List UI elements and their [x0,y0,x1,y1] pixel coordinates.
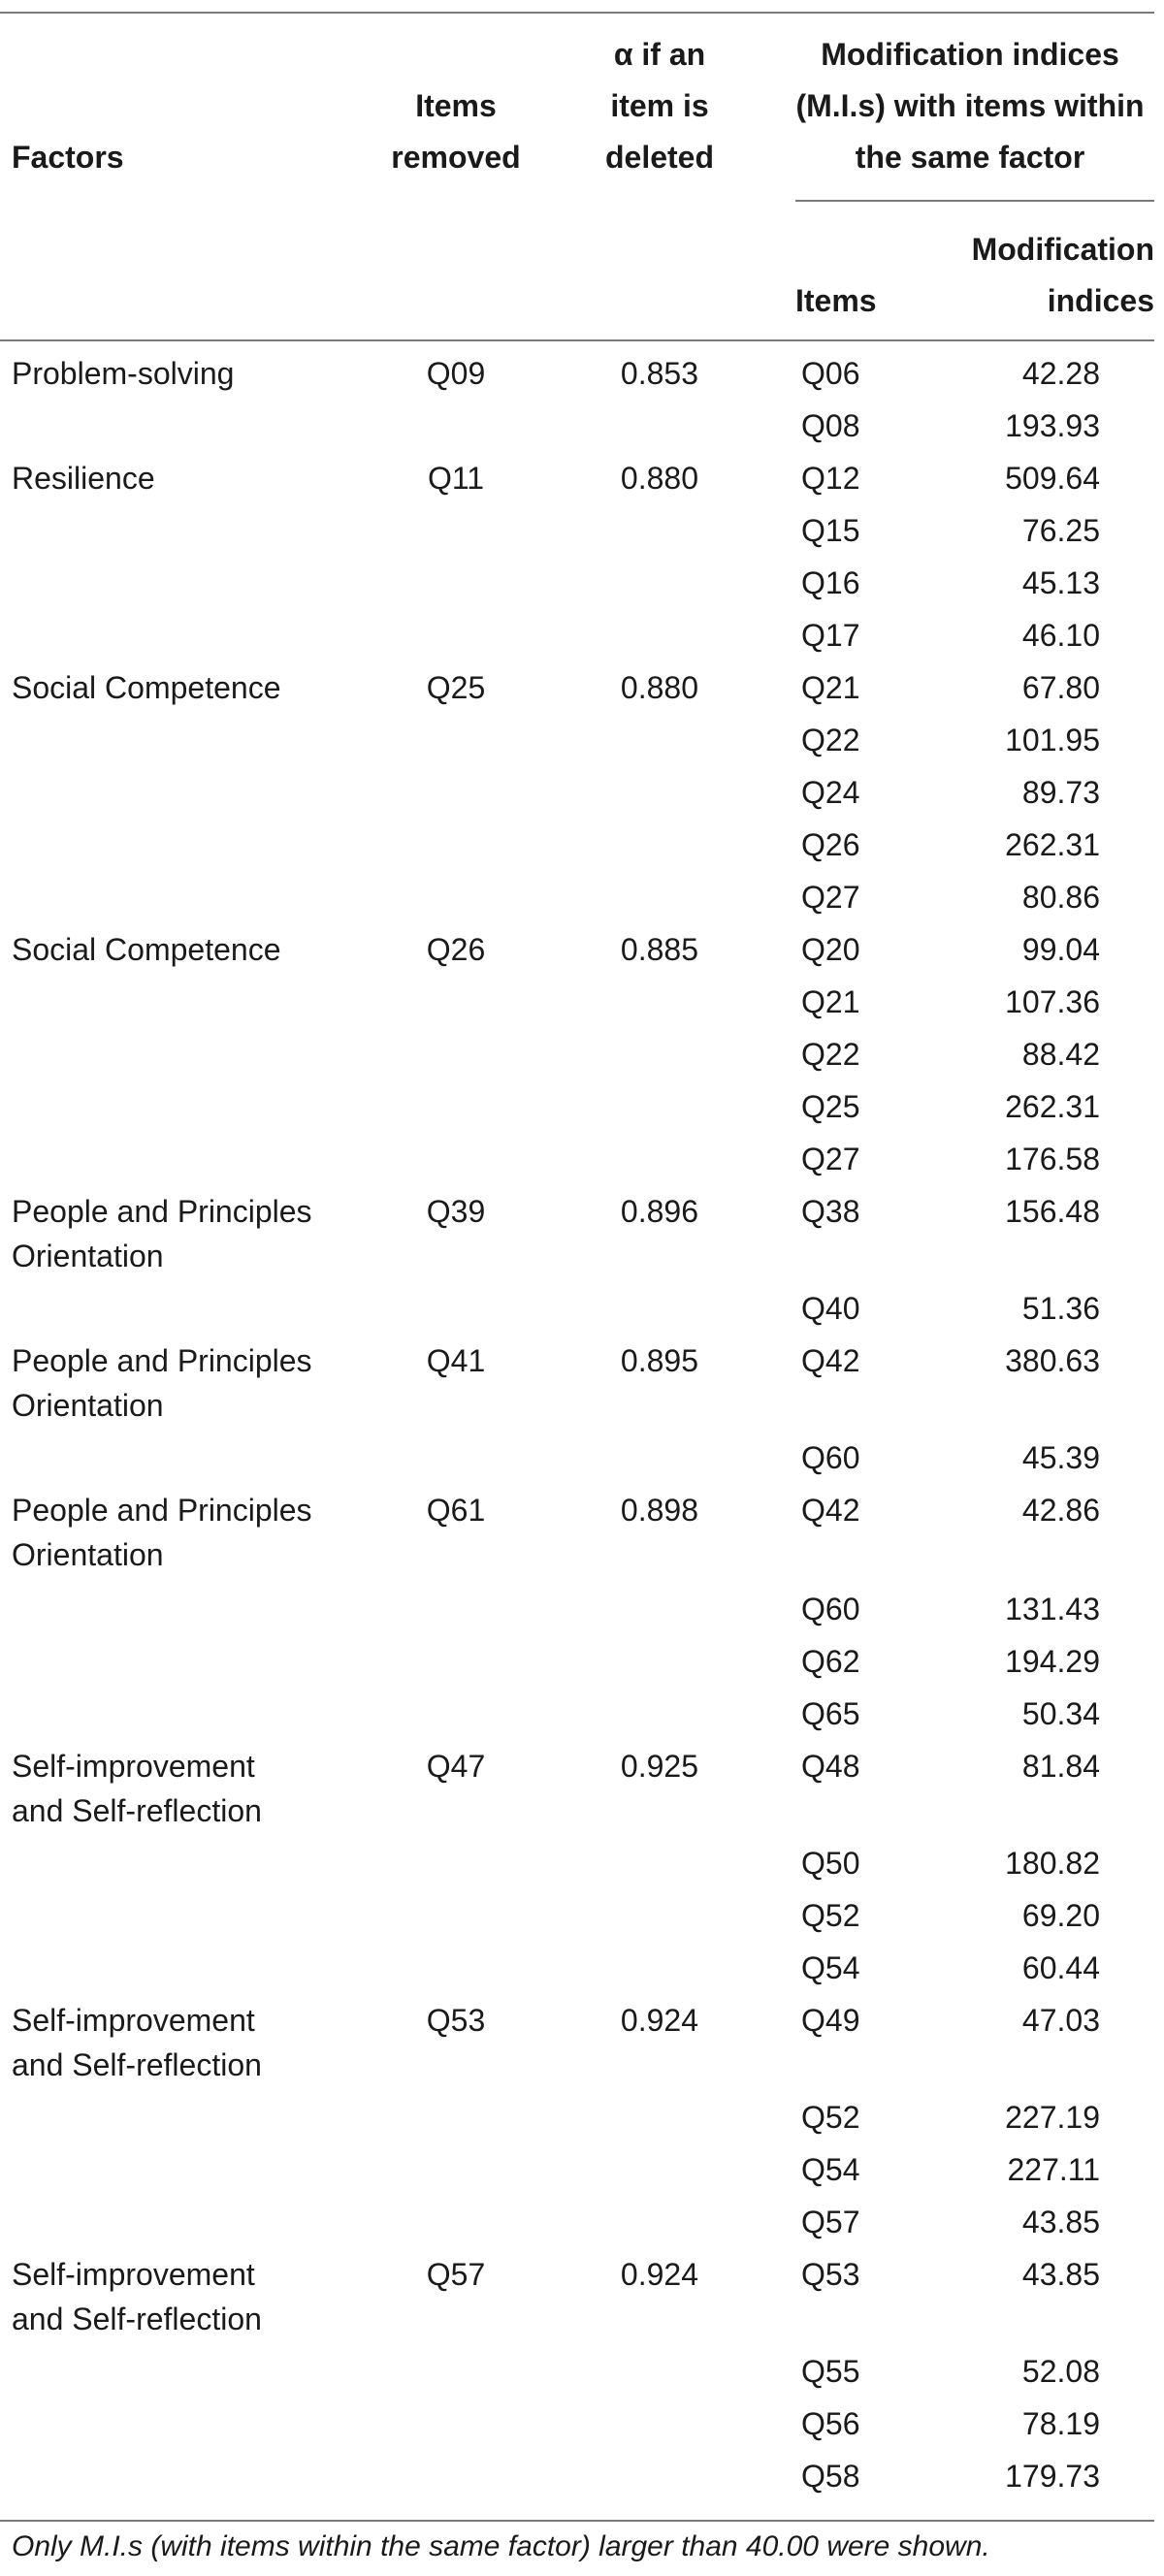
item-cell: Q21 [801,984,860,1019]
header-mi-group-line: the same factor [855,140,1085,175]
mi-cell: 80.86 [1021,880,1100,915]
removed-cell: Q57 [426,2257,486,2292]
item-cell: Q16 [801,565,860,600]
alpha-cell: 0.895 [620,1343,698,1378]
mi-cell: 156.48 [1005,1194,1100,1229]
mi-cell: 509.64 [1005,461,1100,496]
header-items-removed [369,80,543,183]
factor-cell: Self-improvement and Self-reflection [12,1749,262,1828]
table-bottom-rule [0,2520,1154,2522]
alpha-cell: 0.925 [620,1749,698,1784]
item-cell: Q49 [801,2003,860,2038]
header-alpha-line: deleted [604,140,715,175]
factor-cell: People and Principles Orientation [12,1493,312,1572]
table-row [0,1744,1154,1998]
item-cell: Q27 [801,880,860,915]
item-cell: Q50 [801,1846,860,1881]
mi-cell: 46.10 [1021,618,1100,653]
factor-cell: Self-improvement and Self-reflection [12,2003,262,2082]
item-cell: Q22 [801,723,860,757]
mi-cell: 69.20 [1021,1898,1100,1933]
factor-cell: Social Competence [12,932,281,967]
mi-cell: 42.28 [1021,356,1100,391]
mi-cell: 47.03 [1021,2003,1100,2038]
table-row [0,1189,1154,1338]
item-cell: Q25 [801,1089,860,1124]
header-bottom-rule [0,339,1154,341]
mi-cell: 60.44 [1021,1950,1100,1985]
item-cell: Q21 [801,670,860,705]
alpha-cell: 0.924 [620,2257,698,2292]
mi-cell: 50.34 [1021,1696,1100,1731]
mi-cell: 194.29 [1005,1644,1100,1679]
mi-cell: 99.04 [1021,932,1100,967]
factor-cell: People and Principles Orientation [12,1194,312,1273]
item-cell: Q12 [801,461,860,496]
table-body [0,351,1154,2506]
mi-cell: 101.95 [1005,723,1100,757]
factor-cell: Social Competence [12,670,281,705]
item-cell: Q24 [801,775,860,810]
factor-cell: People and Principles Orientation [12,1343,312,1423]
factor-cell: Problem-solving [12,356,235,391]
item-cell: Q56 [801,2406,860,2441]
mi-cell: 43.85 [1021,2205,1100,2239]
header-items: Items [795,283,877,318]
table-row [0,665,1154,927]
alpha-cell: 0.880 [620,461,698,496]
header-factors: Factors [12,140,124,175]
item-cell: Q48 [801,1749,860,1784]
mi-cell: 131.43 [1005,1592,1100,1626]
mi-cell: 193.93 [1005,408,1100,443]
header-mi-group-line: Modification indices [821,37,1119,72]
item-cell: Q57 [801,2205,860,2239]
header-alpha-line: item is [610,88,709,123]
mi-cell: 78.19 [1021,2406,1100,2441]
item-cell: Q22 [801,1037,860,1072]
mi-cell: 262.31 [1005,1089,1100,1124]
mi-cell: 81.84 [1021,1749,1100,1784]
header-mod-indices [931,224,1154,327]
item-cell: Q40 [801,1291,860,1326]
header-mod-indices-line: Modification [971,232,1154,267]
mi-cell: 262.31 [1005,827,1100,862]
item-cell: Q60 [801,1592,860,1626]
header-mi-group-line: (M.I.s) with items within [795,88,1145,123]
table-row [0,351,1154,456]
alpha-cell: 0.885 [620,932,698,967]
item-cell: Q52 [801,2100,860,2135]
header-mod-indices-line: indices [1047,283,1154,318]
mi-cell: 227.11 [1007,2152,1100,2187]
mi-cell: 42.86 [1021,1493,1100,1528]
table-row [0,927,1154,1189]
mi-cell: 76.25 [1021,513,1100,548]
table-row [0,2252,1154,2506]
item-cell: Q20 [801,932,860,967]
factor-cell: Self-improvement and Self-reflection [12,2257,262,2336]
table-row [0,1998,1154,2252]
item-cell: Q62 [801,1644,860,1679]
mi-cell: 179.73 [1005,2459,1100,2494]
item-cell: Q06 [801,356,860,391]
mi-cell: 52.08 [1021,2354,1100,2389]
item-cell: Q65 [801,1696,860,1731]
mi-cell: 88.42 [1021,1037,1100,1072]
item-cell: Q54 [801,1950,860,1985]
item-cell: Q60 [801,1440,860,1475]
item-cell: Q42 [801,1493,860,1528]
item-cell: Q38 [801,1194,860,1229]
item-cell: Q26 [801,827,860,862]
removed-cell: Q25 [426,670,486,705]
item-cell: Q52 [801,1898,860,1933]
mi-cell: 227.19 [1005,2100,1100,2135]
factor-cell: Resilience [12,461,155,496]
removed-cell: Q53 [426,2003,486,2038]
mi-cell: 107.36 [1005,984,1100,1019]
removed-cell: Q39 [426,1194,486,1229]
item-cell: Q27 [801,1142,860,1176]
alpha-cell: 0.924 [620,2003,698,2038]
table-row [0,456,1154,665]
item-cell: Q15 [801,513,860,548]
table-row [0,1488,1154,1744]
item-cell: Q42 [801,1343,860,1378]
item-cell: Q58 [801,2459,860,2494]
removed-cell: Q47 [426,1749,486,1784]
mi-cell: 51.36 [1021,1291,1100,1326]
alpha-cell: 0.896 [620,1194,698,1229]
removed-cell: Q11 [427,461,485,496]
alpha-cell: 0.898 [620,1493,698,1528]
item-cell: Q17 [801,618,860,653]
removed-cell: Q41 [426,1343,486,1378]
header-mi-group [776,29,1164,183]
item-cell: Q53 [801,2257,860,2292]
header-items-removed-line: removed [391,140,521,175]
alpha-cell: 0.880 [620,670,698,705]
removed-cell: Q26 [426,932,486,967]
item-cell: Q55 [801,2354,860,2389]
alpha-cell: 0.853 [620,356,698,391]
table-top-rule [0,12,1154,14]
mi-cell: 180.82 [1005,1846,1100,1881]
mi-cell: 45.13 [1021,565,1100,600]
header-sub-rule [795,200,1154,202]
mi-cell: 45.39 [1021,1440,1100,1475]
mi-cell: 67.80 [1021,670,1100,705]
table-footnote: Only M.I.s (with items within the same factor) larger than 40.00 were shown. [12,2530,990,2562]
item-cell: Q54 [801,2152,860,2187]
mi-cell: 43.85 [1021,2257,1100,2292]
mi-cell: 89.73 [1021,775,1100,810]
removed-cell: Q09 [426,356,486,391]
header-items-removed-line: Items [415,88,497,123]
mi-cell: 176.58 [1005,1142,1100,1176]
header-alpha-line: α if an [613,37,706,72]
table-row [0,1338,1154,1488]
removed-cell: Q61 [426,1493,486,1528]
mi-cell: 380.63 [1005,1343,1100,1378]
item-cell: Q08 [801,408,860,443]
header-alpha [572,29,747,183]
